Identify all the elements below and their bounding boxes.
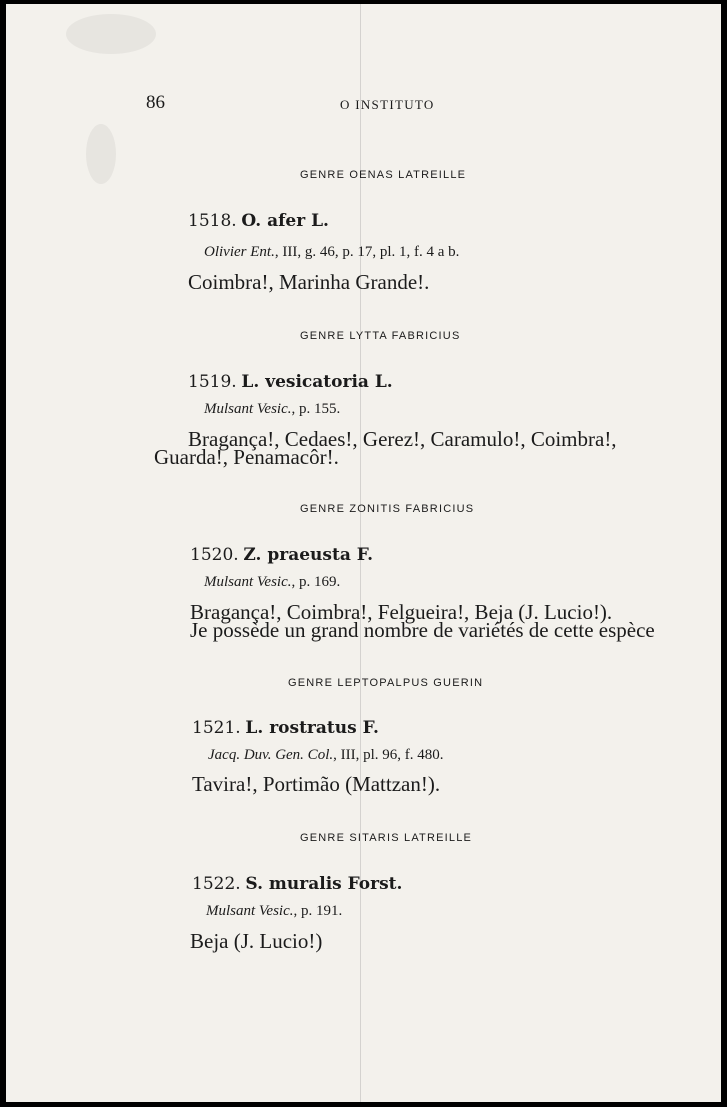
reference-details: , p. 191. — [293, 903, 343, 919]
reference-source: Mulsant Vesic. — [204, 401, 292, 417]
bibliographic-reference — [206, 903, 342, 920]
reference-source: Olivier Ent. — [204, 244, 275, 260]
species-name: S. muralis Forst. — [245, 874, 403, 894]
reference-source: Mulsant Vesic. — [206, 903, 294, 919]
reference-source: Jacq. Duv. Gen. Col. — [208, 747, 334, 763]
paper-stain — [86, 124, 116, 184]
entry-number: 1519. — [188, 372, 237, 392]
locality-line: Je possède un grand nombre de variétés de cette espèce — [190, 618, 655, 642]
locality-line: Tavira!, Portimão (Mattzan!). — [192, 772, 441, 796]
species-entry — [192, 873, 402, 895]
reference-details: , p. 169. — [291, 574, 341, 590]
genre-heading: GENRE OENAS LATREILLE — [300, 169, 467, 181]
locality-line: Guarda!, Penamacôr!. — [154, 445, 339, 469]
paper-stain — [66, 14, 156, 54]
bibliographic-reference — [204, 401, 340, 418]
locality-line: Beja (J. Lucio!) — [190, 929, 323, 953]
locality-line: Bragança!, Coimbra!, Felgueira!, Beja (J. Lucio!). — [190, 600, 613, 624]
entry-number: 1518. — [188, 211, 237, 231]
page-number: 86 — [146, 92, 165, 113]
species-name: O. afer L. — [241, 211, 329, 231]
entry-number: 1520. — [190, 545, 239, 565]
species-name: Z. praeusta F. — [243, 545, 374, 565]
entry-number: 1521. — [192, 718, 241, 738]
locality-line: Bragança!, Cedaes!, Gerez!, Caramulo!, Coimbra!, — [188, 427, 617, 451]
reference-details: , p. 155. — [291, 401, 341, 417]
species-name: L. rostratus F. — [245, 718, 379, 738]
running-head: O INSTITUTO — [340, 97, 435, 112]
species-name: L. vesicatoria L. — [241, 372, 393, 392]
genre-heading: GENRE SITARIS LATREILLE — [300, 832, 473, 844]
species-entry — [188, 210, 329, 232]
bibliographic-reference — [204, 574, 340, 591]
entry-number: 1522. — [192, 874, 241, 894]
reference-details: , III, g. 46, p. 17, pl. 1, f. 4 a b. — [274, 244, 460, 260]
reference-details: , III, pl. 96, f. 480. — [333, 747, 444, 763]
species-entry — [188, 371, 393, 393]
genre-heading: GENRE ZONITIS FABRICIUS — [300, 503, 475, 515]
bibliographic-reference — [204, 244, 459, 261]
genre-heading: GENRE LEPTOPALPUS GUERIN — [288, 677, 484, 689]
bibliographic-reference — [208, 747, 444, 764]
species-entry — [190, 544, 373, 566]
locality-line: Coimbra!, Marinha Grande!. — [188, 270, 430, 294]
species-entry — [192, 717, 379, 739]
reference-source: Mulsant Vesic. — [204, 574, 292, 590]
genre-heading: GENRE LYTTA FABRICIUS — [300, 330, 461, 342]
book-page — [6, 4, 721, 1102]
